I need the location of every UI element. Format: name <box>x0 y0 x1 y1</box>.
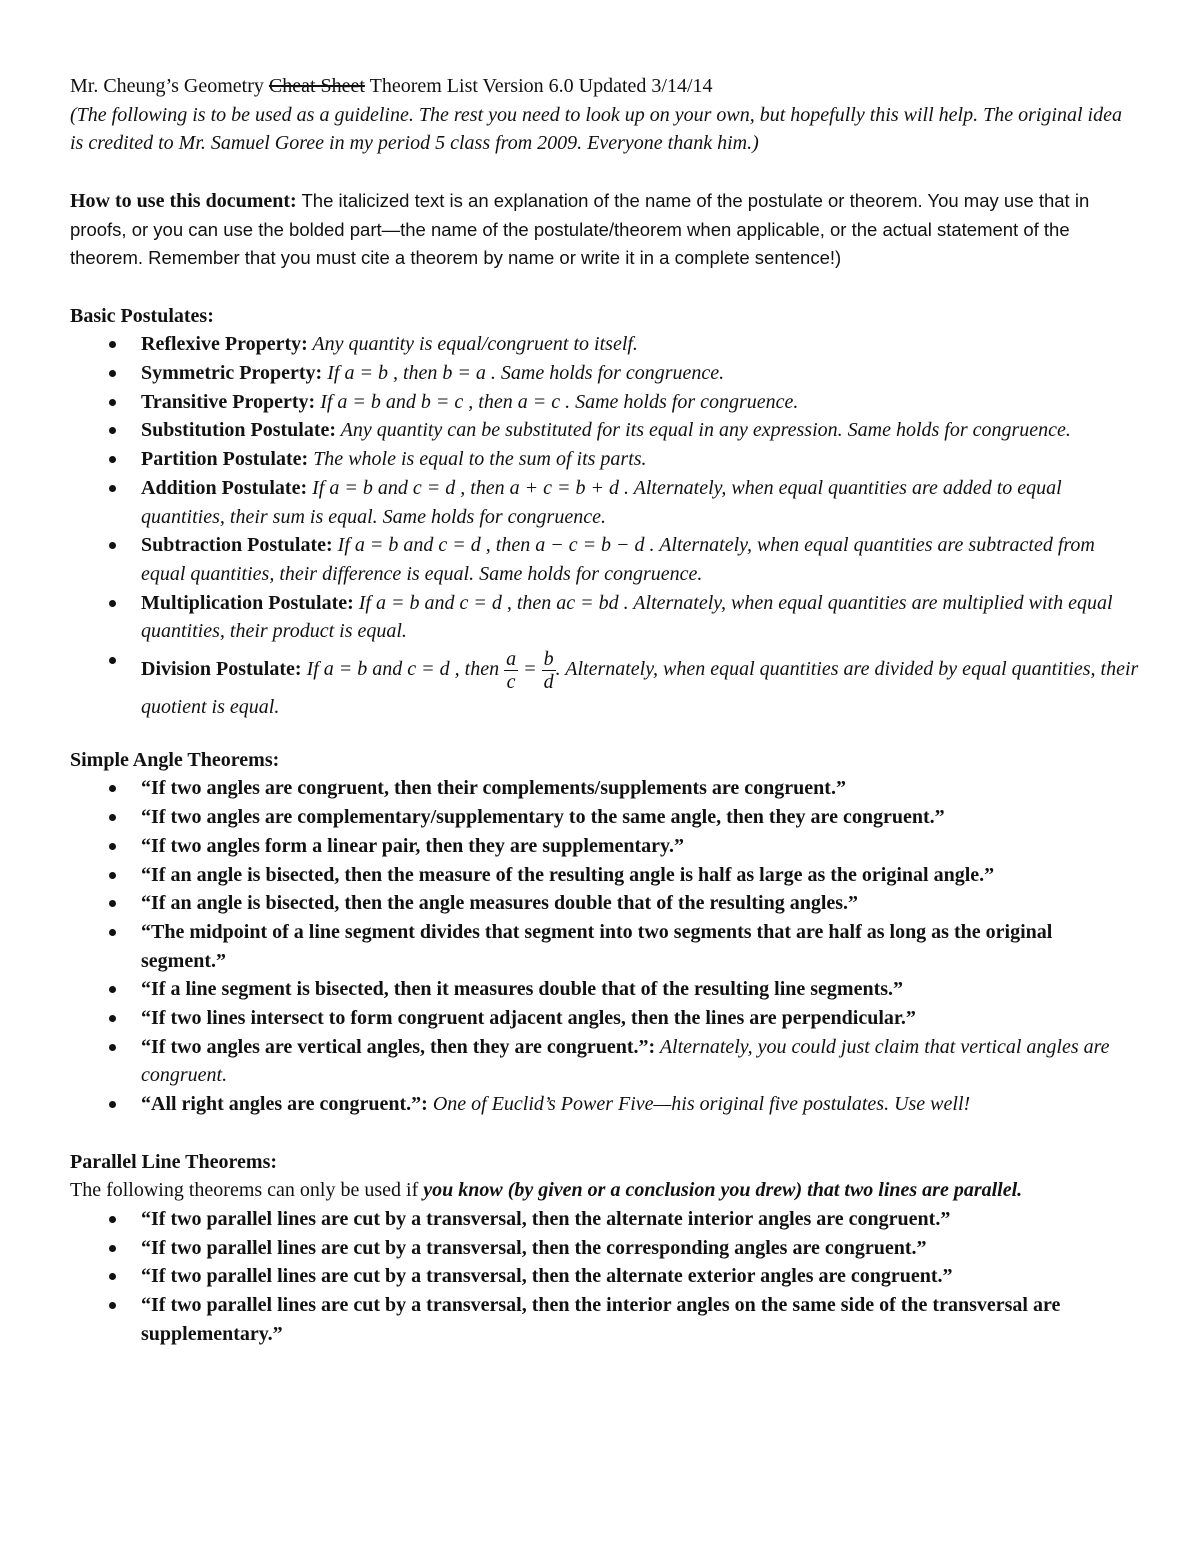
theorem-item <box>70 1004 1140 1033</box>
postulate-item <box>70 416 1140 445</box>
postulate-item-division <box>70 646 1140 726</box>
postulate-name: Transitive Property: <box>141 390 316 413</box>
postulate-item <box>70 388 1140 417</box>
theorem-statement: “The midpoint of a line segment divides that segment into two segments that are half as long as the original segment.” <box>141 920 1053 972</box>
theorem-statement: “If two parallel lines are cut by a transversal, then the alternate exterior angles are congruent.” <box>141 1265 953 1288</box>
intro-paragraph: (The following is to be used as a guideline. The rest you need to look up on your own, but hopefully this will help. The original idea is credited to Mr. Samuel Goree in my period 5 class from 2009. Everyone thank him.) <box>70 103 1122 155</box>
postulate-text: If a = b and c = d , then ac = bd . Alternately, when equal quantities are multiplied with equal quantities, their product is equal. <box>141 591 1113 643</box>
postulate-text: Any quantity is equal/congruent to itself. <box>307 333 638 356</box>
theorem-statement: “If two angles are complementary/supplementary to the same angle, then they are congruent.” <box>141 806 945 829</box>
theorem-item <box>70 1033 1140 1090</box>
parallel-heading: Parallel Line Theorems: <box>70 1150 278 1173</box>
theorem-item <box>70 832 1140 861</box>
theorem-item <box>70 803 1140 832</box>
document-title <box>70 72 1140 101</box>
theorem-statement: “If two angles are vertical angles, then they are congruent.”: <box>141 1035 656 1058</box>
parallel-theorem-item <box>70 1205 1140 1234</box>
theorem-statement: “If an angle is bisected, then the measure of the resulting angle is half as large as the original angle.” <box>141 863 995 886</box>
theorem-note: Alternately, you could just claim that vertical angles are congruent. <box>141 1035 1110 1087</box>
fraction-numerator: a <box>506 648 517 671</box>
theorem-item <box>70 918 1140 975</box>
postulate-text: If a = b and c = d , then <box>301 658 505 681</box>
postulate-item <box>70 359 1140 388</box>
postulate-name: Substitution Postulate: <box>141 419 337 442</box>
postulate-name: Subtraction Postulate: <box>141 534 333 557</box>
postulate-text: If a = b , then b = a . Same holds for congruence. <box>322 362 725 384</box>
fraction <box>542 648 556 693</box>
postulate-item <box>70 474 1140 531</box>
theorem-statement: “If two parallel lines are cut by a transversal, then the alternate interior angles are congruent.” <box>141 1207 951 1230</box>
postulate-text: . Alternately, when equal quantities are divided by equal quantities, their quotient is equal. <box>141 658 1139 719</box>
parallel-theorem-item <box>70 1262 1140 1291</box>
postulate-text: If a = b and b = c , then a = c . Same holds for congruence. <box>315 390 799 413</box>
how-to-paragraph <box>70 187 1140 273</box>
simple-angle-heading: Simple Angle Theorems: <box>70 748 280 771</box>
basic-postulates-heading: Basic Postulates: <box>70 304 214 327</box>
postulate-text: If a = b and c = d , then a − c = b − d . Alternately, when equal quantities are subtracted from equal quantities, their difference is equal. Same holds for congruence. <box>141 534 1095 585</box>
theorem-item <box>70 774 1140 803</box>
theorem-item <box>70 975 1140 1004</box>
theorem-statement: “All right angles are congruent.”: <box>141 1093 428 1116</box>
fraction <box>504 648 518 693</box>
parallel-list <box>70 1205 1140 1349</box>
postulate-name: Symmetric Property: <box>141 362 323 384</box>
simple-angle-list <box>70 774 1140 1118</box>
fraction-numerator: b <box>543 648 554 671</box>
postulate-name: Division Postulate: <box>141 658 302 681</box>
postulate-name: Reflexive Property: <box>141 333 308 356</box>
title-text: Mr. Cheung’s Geometry <box>70 75 269 97</box>
theorem-statement: “If two parallel lines are cut by a transversal, then the interior angles on the same side of the transversal are supplementary.” <box>141 1294 1061 1345</box>
postulate-name: Multiplication Postulate: <box>141 591 354 614</box>
postulate-text: The whole is equal to the sum of its parts. <box>308 448 647 471</box>
theorem-item <box>70 889 1140 918</box>
theorem-statement: “If two angles are congruent, then their complements/supplements are congruent.” <box>141 777 846 800</box>
postulate-item <box>70 445 1140 474</box>
theorem-item <box>70 861 1140 890</box>
equals-sign: = <box>518 658 542 681</box>
theorem-note: One of Euclid’s Power Five—his original five postulates. Use well! <box>427 1093 971 1116</box>
postulate-name: Addition Postulate: <box>141 476 308 499</box>
postulate-text: If a = b and c = d , then a + c = b + d . Alternately, when equal quantities are added to equal quantities, their sum is equal. Same holds for congruence. <box>141 476 1062 528</box>
theorem-statement: “If a line segment is bisected, then it measures double that of the resulting line segments.” <box>141 978 904 1001</box>
postulate-name: Partition Postulate: <box>141 448 309 471</box>
theorem-statement: “If two parallel lines are cut by a transversal, then the corresponding angles are congruent.” <box>141 1236 927 1259</box>
parallel-intro <box>70 1176 1140 1205</box>
document-page <box>70 72 1140 1348</box>
postulate-item <box>70 589 1140 646</box>
struck-text: Cheat Sheet <box>268 75 365 97</box>
parallel-intro-text: The following theorems can only be used if <box>70 1179 424 1202</box>
how-to-text: The italicized text is an explanation of the name of the postulate or theorem. You may use that in proofs, or you can use the bolded part—the name of the postulate/theorem when applicable, or the actual statement of the theorem. Remember that you must cite a theorem by name or write it in a complete sentence!) <box>70 189 1090 269</box>
theorem-statement: “If two lines intersect to form congruent adjacent angles, then the lines are perpendicular.” <box>141 1007 916 1030</box>
parallel-theorem-item <box>70 1234 1140 1263</box>
parallel-intro-emphasis: you know (by given or a conclusion you drew) that two lines are parallel. <box>423 1179 1023 1202</box>
fraction-denominator: c <box>506 671 516 694</box>
theorem-statement: “If two angles form a linear pair, then they are supplementary.” <box>141 834 684 857</box>
postulate-item <box>70 330 1140 359</box>
theorem-statement: “If an angle is bisected, then the angle measures double that of the resulting angles.” <box>141 892 859 915</box>
how-to-label: How to use this document: <box>70 189 297 212</box>
parallel-theorem-item <box>70 1291 1140 1348</box>
postulate-item <box>70 531 1140 588</box>
postulate-text: Any quantity can be substituted for its equal in any expression. Same holds for congruence. <box>336 419 1071 442</box>
basic-postulates-list <box>70 330 1140 725</box>
title-text-version: Theorem List Version 6.0 Updated 3/14/14 <box>364 75 713 97</box>
theorem-item <box>70 1090 1140 1119</box>
fraction-denominator: d <box>543 671 554 694</box>
